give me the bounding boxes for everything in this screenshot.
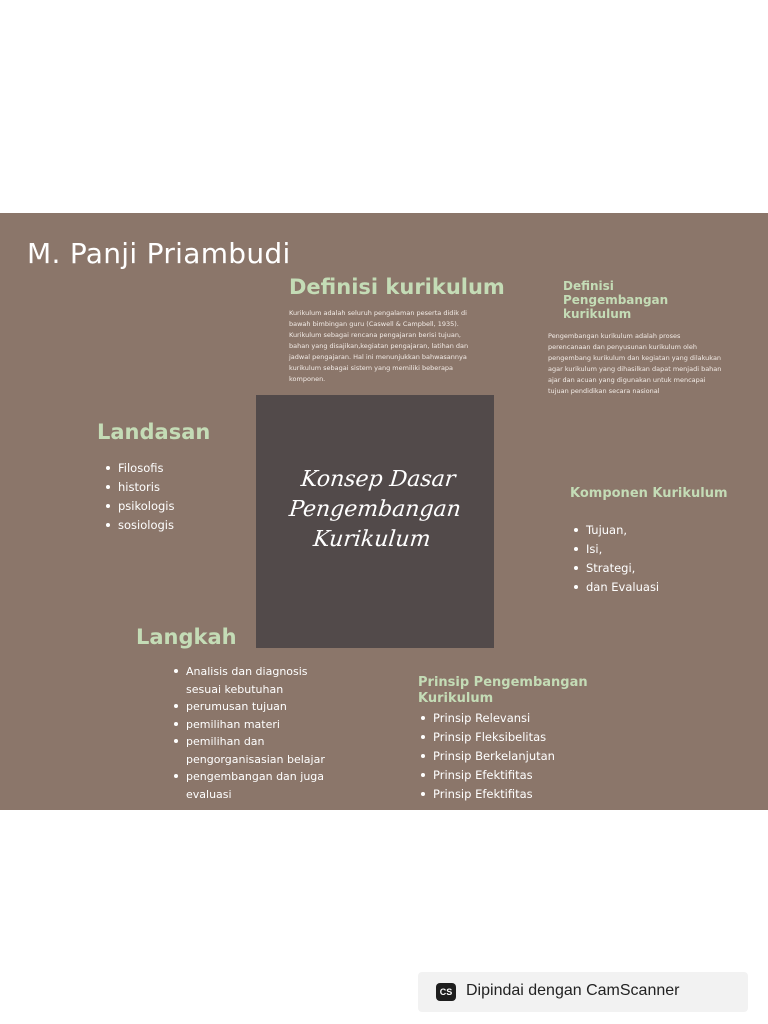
list-item: pengembangan dan juga evaluasi: [172, 768, 337, 803]
definisi-pengembangan-heading: Definisi Pengembangan kurikulum: [563, 279, 669, 321]
list-item: Prinsip Efektifitas: [419, 766, 555, 785]
definisi-heading: Definisi kurikulum: [289, 275, 505, 299]
list-item: Prinsip Efektifitas: [419, 785, 555, 804]
list-item: pemilihan dan pengorganisasian belajar: [172, 733, 337, 768]
komponen-heading: Komponen Kurikulum: [570, 486, 728, 501]
camscanner-watermark: [418, 972, 748, 1012]
camscanner-text: Dipindai dengan CamScanner: [466, 982, 680, 999]
list-item: Strategi,: [572, 559, 659, 578]
prinsip-heading: Prinsip Pengembangan Kurikulum: [418, 675, 588, 706]
list-item: Analisis dan diagnosis sesuai kebutuhan: [172, 663, 337, 698]
list-item: perumusan tujuan: [172, 698, 337, 716]
langkah-list: [172, 663, 337, 803]
list-item: Prinsip Fleksibelitas: [419, 728, 555, 747]
landasan-list: [104, 459, 175, 535]
list-item: psikologis: [104, 497, 175, 516]
list-item: sosiologis: [104, 516, 175, 535]
list-item: Prinsip Berkelanjutan: [419, 747, 555, 766]
list-item: Tujuan,: [572, 521, 659, 540]
prinsip-list: [419, 709, 555, 804]
definisi-text: Kurikulum adalah seluruh pengalaman peserta didik di bawah bimbingan guru (Caswell & Campbell, 1935). Kurikulum sebagai rencana pengajaran berisi tujuan, bahan yang disajikan,kegiatan pengajaran, latihan dan jadwal pengajaran. Hal ini menunjukkan bahwasannya kurikulum sebagai sistem yang memiliki beberapa komponen.: [289, 309, 469, 383]
list-item: Filosofis: [104, 459, 175, 478]
list-item: Prinsip Relevansi: [419, 709, 555, 728]
list-item: Isi,: [572, 540, 659, 559]
list-item: historis: [104, 478, 175, 497]
center-title-box: [256, 395, 494, 648]
slide: [0, 213, 768, 810]
author-name: M. Panji Priambudi: [27, 237, 291, 270]
komponen-list: [572, 521, 659, 597]
landasan-heading: Landasan: [97, 420, 211, 444]
langkah-heading: Langkah: [136, 625, 237, 649]
definisi-pengembangan-text: Pengembangan kurikulum adalah proses perencanaan dan penyusunan kurikulum oleh pengembang kurikulum dan kegiatan yang dilakukan agar kurikulum yang dihasilkan dapat menjadi bahan ajar dan acuan yang digunakan untuk mencapai tujuan pendidikan secara nasional: [548, 332, 722, 395]
list-item: pemilihan materi: [172, 716, 337, 734]
list-item: dan Evaluasi: [572, 578, 659, 597]
center-title: Konsep Dasar Pengembangan Kurikulum: [287, 467, 463, 552]
camscanner-logo-icon: CS: [436, 983, 456, 1001]
